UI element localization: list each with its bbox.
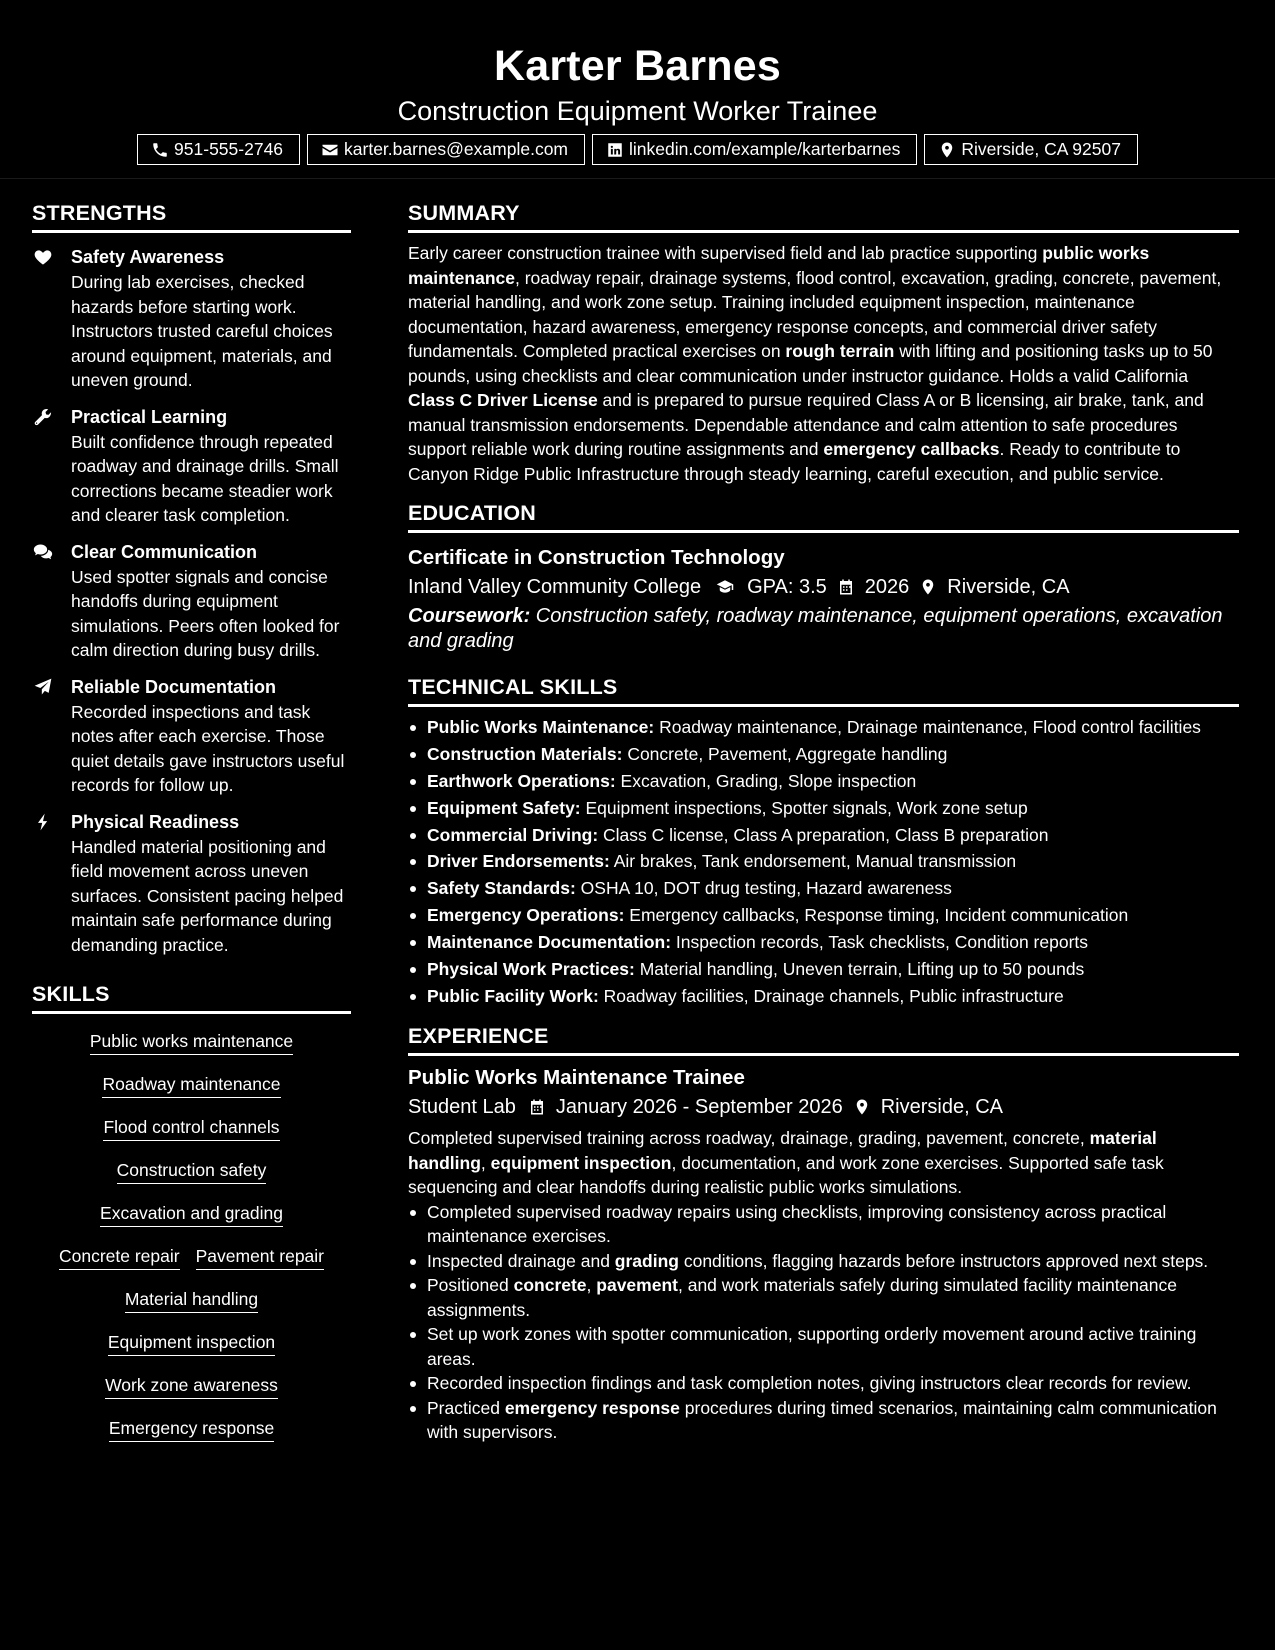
skill-tag: Pavement repair xyxy=(196,1245,324,1270)
list-item xyxy=(408,796,1239,821)
skill-category: Construction Materials: xyxy=(427,743,623,764)
list-item xyxy=(408,1273,1239,1322)
candidate-name: Karter Barnes xyxy=(493,42,781,90)
location-pin-icon xyxy=(853,1098,871,1116)
technical-skills-heading: TECHNICAL SKILLS xyxy=(408,674,1239,707)
bullet-text: , xyxy=(586,1275,597,1296)
strength-description: Used spotter signals and concise handoffs during equipment simulations. Peers often looked for calm direction during busy drills. xyxy=(71,566,340,660)
bullet-keyword: grading xyxy=(614,1250,679,1271)
strength-item xyxy=(32,675,351,798)
strength-title: Clear Communication xyxy=(71,541,258,562)
technical-skills-list xyxy=(408,715,1239,1008)
skill-category: Public Facility Work: xyxy=(427,985,599,1006)
list-item xyxy=(408,957,1239,982)
location-text: Riverside, CA 92507 xyxy=(961,139,1121,159)
list-item xyxy=(408,984,1239,1009)
bullet-text: Inspected drainage and xyxy=(427,1250,615,1271)
calendar-icon xyxy=(837,578,855,596)
bullet-text: conditions, flagging hazards before instructors approved next steps. xyxy=(678,1250,1209,1271)
bullet-text: Practiced xyxy=(427,1397,505,1418)
skill-tag: Equipment inspection xyxy=(108,1331,275,1356)
summary-keyword: rough terrain xyxy=(785,341,895,361)
summary-text-part: . Ready to contribute to Canyon Ridge Public Infrastructure through steady learning, careful execution, and public service. xyxy=(408,439,1181,484)
list-item xyxy=(408,823,1239,848)
graduation-cap-icon xyxy=(713,578,737,596)
heart-icon xyxy=(33,247,53,267)
list-item xyxy=(408,1396,1239,1445)
calendar-icon xyxy=(528,1098,546,1116)
coursework-label: Coursework: xyxy=(408,605,531,627)
skills-heading: SKILLS xyxy=(32,981,351,1014)
list-item xyxy=(408,1249,1239,1274)
skill-values: OSHA 10, DOT drug testing, Hazard awareness xyxy=(575,878,952,899)
chat-bubbles-icon xyxy=(33,542,53,562)
left-column xyxy=(32,200,351,1442)
skill-tag: Public works maintenance xyxy=(90,1030,293,1055)
skill-tag: Flood control channels xyxy=(103,1116,279,1141)
skill-tag: Work zone awareness xyxy=(105,1374,278,1399)
strength-description: Built confidence through repeated roadway and drainage drills. Small corrections became steadier work and clearer task completion. xyxy=(71,431,339,525)
list-item xyxy=(408,715,1239,740)
right-column xyxy=(408,200,1239,1445)
strengths-heading: STRENGTHS xyxy=(32,200,351,233)
lightning-bolt-icon xyxy=(33,812,53,832)
strength-item xyxy=(32,245,351,393)
summary-text-part: , roadway repair, drainage systems, flood control, excavation, grading, concrete, pavement, material handling, and work zone setup. Training included equipment inspection, maintenance documentation, hazard awareness, emergency response concepts, and commercial driver safety fundamentals. Completed practical exercises on xyxy=(408,267,1222,361)
strength-item xyxy=(32,810,351,958)
coursework-text: Construction safety, roadway maintenance, equipment operations, excavation and grading xyxy=(408,605,1223,652)
skill-tag: Concrete repair xyxy=(59,1245,180,1270)
skill-category: Physical Work Practices: xyxy=(427,959,635,980)
phone-contact[interactable] xyxy=(137,134,300,165)
skill-category: Driver Endorsements: xyxy=(427,851,610,872)
skill-values: Roadway facilities, Drainage channels, Public infrastructure xyxy=(598,985,1064,1006)
envelope-icon xyxy=(321,141,339,159)
skill-values: Concrete, Pavement, Aggregate handling xyxy=(622,743,948,764)
strength-item xyxy=(32,405,351,528)
intro-text-part: Completed supervised training across roadway, drainage, grading, pavement, concrete, xyxy=(408,1128,1090,1149)
skill-category: Equipment Safety: xyxy=(427,797,581,818)
bullet-text: , and work materials safely during simulated facility maintenance assignments. xyxy=(427,1275,1177,1320)
school-name: Inland Valley Community College xyxy=(408,576,702,598)
bullet-text: Set up work zones with spotter communication, supporting orderly movement around active training areas. xyxy=(427,1324,1197,1369)
summary-heading: SUMMARY xyxy=(408,200,1239,233)
skill-values: Excavation, Grading, Slope inspection xyxy=(615,770,917,791)
strength-title: Safety Awareness xyxy=(71,247,225,267)
skill-values: Equipment inspections, Spotter signals, Work zone setup xyxy=(580,797,1028,818)
intro-keyword: equipment inspection xyxy=(490,1152,672,1173)
skill-category: Emergency Operations: xyxy=(427,905,625,926)
strength-item xyxy=(32,540,351,663)
bullet-keyword: concrete xyxy=(513,1275,587,1296)
skill-category: Public Works Maintenance: xyxy=(427,717,655,737)
bullet-keyword: emergency response xyxy=(504,1397,680,1418)
employment-dates: January 2026 - September 2026 xyxy=(555,1096,843,1119)
skill-values: Class C license, Class A preparation, Class B preparation xyxy=(598,824,1049,845)
employer-name: Student Lab xyxy=(408,1096,516,1119)
graduation-year: 2026 xyxy=(864,576,910,598)
list-item xyxy=(408,876,1239,901)
linkedin-icon xyxy=(606,141,624,159)
list-item xyxy=(408,1371,1239,1396)
location-contact xyxy=(924,134,1138,165)
linkedin-contact[interactable] xyxy=(592,134,917,165)
skill-category: Safety Standards: xyxy=(427,878,576,899)
bullet-text: Positioned xyxy=(427,1275,514,1296)
bullet-keyword: pavement xyxy=(596,1275,678,1296)
strength-description: Handled material positioning and field movement across uneven surfaces. Consistent pacing helped maintain safe performance during demanding practice. xyxy=(71,836,344,955)
candidate-title: Construction Equipment Worker Trainee xyxy=(397,96,878,126)
strength-description: Recorded inspections and task notes after each exercise. Those quiet details gave instructors useful records for follow up. xyxy=(71,701,345,795)
education-meta xyxy=(408,572,1239,602)
skills-list xyxy=(32,1030,351,1442)
paper-plane-icon xyxy=(33,677,53,697)
skill-values: Material handling, Uneven terrain, Lifting up to 50 pounds xyxy=(634,959,1085,980)
experience-bullets xyxy=(408,1200,1239,1445)
list-item xyxy=(408,769,1239,794)
bullet-text: procedures during timed scenarios, maintaining calm communication with supervisors. xyxy=(427,1397,1217,1443)
summary-keyword: public works maintenance xyxy=(408,243,1150,288)
summary-text xyxy=(408,241,1239,486)
bullet-text: Recorded inspection findings and task completion notes, giving instructors clear records for review. xyxy=(427,1373,1192,1394)
skill-tag: Emergency response xyxy=(109,1417,274,1442)
skill-tag: Construction safety xyxy=(117,1159,267,1184)
job-title: Public Works Maintenance Trainee xyxy=(408,1066,745,1090)
summary-keyword: emergency callbacks xyxy=(823,439,1000,459)
summary-text-part: with lifting and positioning tasks up to 50 pounds, using checklists and clear communication under instructor guidance. Holds a valid California xyxy=(408,341,1213,386)
experience-heading: EXPERIENCE xyxy=(408,1023,1239,1056)
skill-tag: Material handling xyxy=(125,1288,258,1313)
list-item xyxy=(408,903,1239,928)
intro-text-part: , documentation, and work zone exercises. Supported safe task sequencing and clear handoffs during realistic public works simulations. xyxy=(408,1152,1164,1198)
experience-intro xyxy=(408,1126,1239,1200)
bullet-text: Completed supervised roadway repairs using checklists, improving consistency across practical maintenance exercises. xyxy=(427,1201,1167,1247)
skill-tag: Roadway maintenance xyxy=(102,1073,280,1098)
email-text: karter.barnes@example.com xyxy=(344,139,569,159)
skill-values: Roadway maintenance, Drainage maintenance, Flood control facilities xyxy=(654,717,1201,737)
linkedin-text: linkedin.com/example/karterbarnes xyxy=(629,139,901,159)
location-pin-icon xyxy=(919,578,937,596)
strength-title: Physical Readiness xyxy=(71,811,240,832)
skill-values: Inspection records, Task checklists, Condition reports xyxy=(671,932,1089,953)
summary-text-part: and is prepared to pursue required Class A or B licensing, air brake, tank, and manual transmission endorsements. Dependable attendance and calm attention to safe procedures support reliable work during routine assignments and xyxy=(408,390,1204,459)
email-contact[interactable] xyxy=(307,134,585,165)
education-location: Riverside, CA xyxy=(947,576,1070,598)
education-heading: EDUCATION xyxy=(408,500,1239,533)
list-item xyxy=(408,742,1239,767)
resume-header xyxy=(0,0,1275,179)
strength-title: Reliable Documentation xyxy=(71,676,277,697)
summary-keyword: Class C Driver License xyxy=(408,390,598,410)
list-item xyxy=(408,849,1239,874)
skill-values: Air brakes, Tank endorsement, Manual transmission xyxy=(609,851,1017,872)
intro-keyword: material handling xyxy=(408,1128,1157,1173)
degree-title: Certificate in Construction Technology xyxy=(408,546,785,569)
strength-title: Practical Learning xyxy=(71,406,228,427)
phone-text: 951-555-2746 xyxy=(174,139,284,159)
phone-icon xyxy=(151,141,169,159)
list-item xyxy=(408,1322,1239,1371)
job-location: Riverside, CA xyxy=(880,1096,1003,1119)
skill-category: Maintenance Documentation: xyxy=(427,932,672,953)
contact-bar xyxy=(0,134,1275,165)
skill-values: Emergency callbacks, Response timing, Incident communication xyxy=(624,905,1129,926)
intro-text-part: , xyxy=(480,1152,491,1173)
skill-category: Earthwork Operations: xyxy=(427,770,616,791)
skill-category: Commercial Driving: xyxy=(427,824,599,845)
location-pin-icon xyxy=(938,141,956,159)
strength-description: During lab exercises, checked hazards before starting work. Instructors trusted careful choices around equipment, materials, and uneven ground. xyxy=(71,272,333,390)
gpa-text: GPA: 3.5 xyxy=(747,576,827,598)
skill-tag: Excavation and grading xyxy=(100,1202,283,1227)
experience-meta xyxy=(408,1092,1239,1122)
list-item xyxy=(408,930,1239,955)
wrench-icon xyxy=(33,407,53,427)
coursework xyxy=(408,604,1239,654)
list-item xyxy=(408,1200,1239,1249)
summary-text-part: Early career construction trainee with supervised field and lab practice supporting xyxy=(408,243,1043,263)
